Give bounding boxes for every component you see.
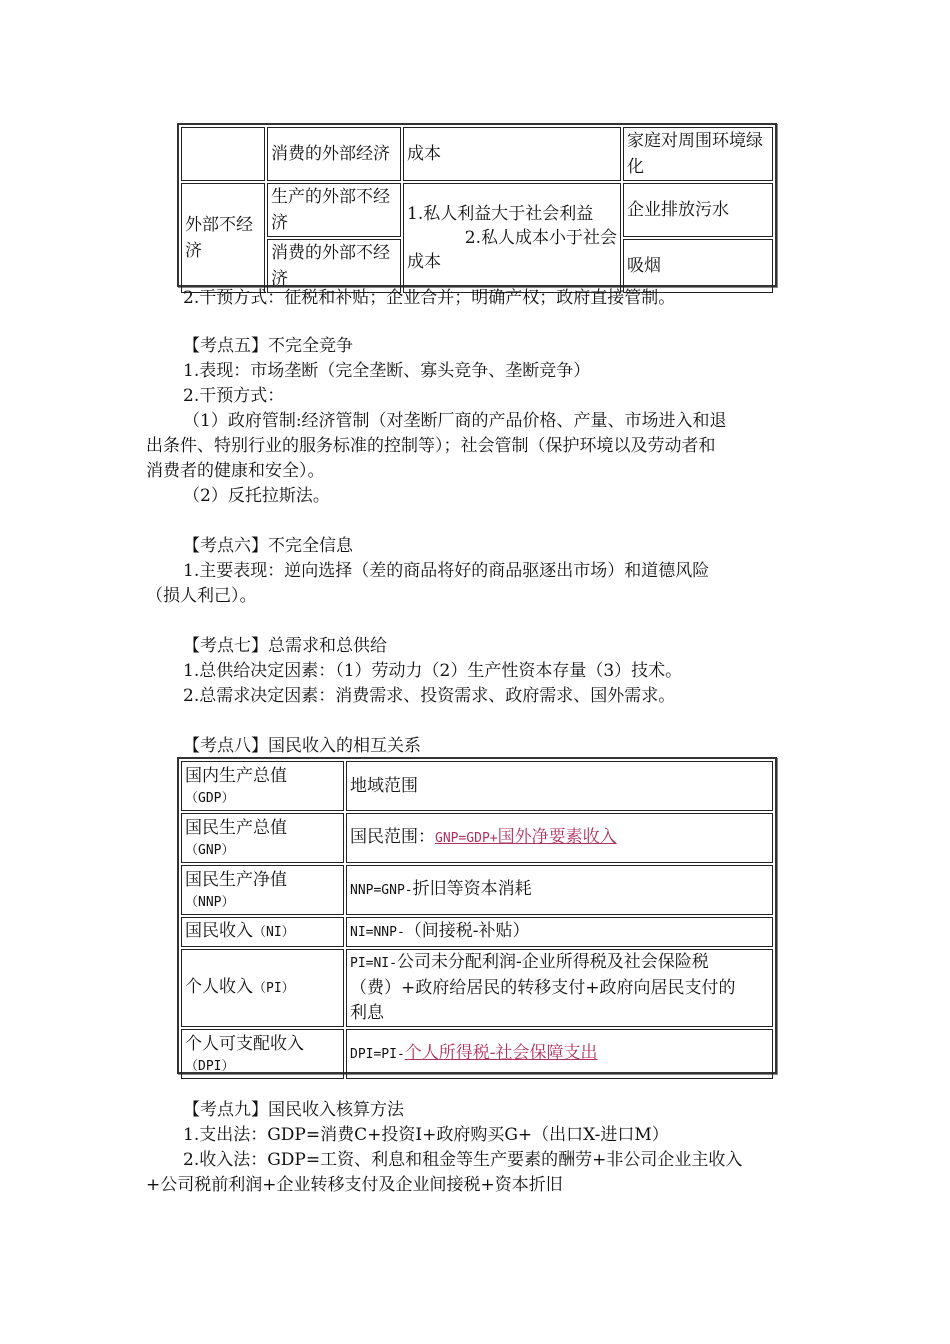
- section5-line6: （2）反托拉斯法。: [183, 486, 330, 506]
- section9-title: 【考点九】国民收入核算方法: [183, 1100, 404, 1120]
- pi-name-cell: [181, 949, 344, 1027]
- section9-line2: 2.收入法：GDP=工资、利息和租金等生产要素的酬劳+非公司企业主收入: [183, 1150, 743, 1170]
- section6-title: 【考点六】不完全信息: [183, 536, 353, 556]
- ni-desc: [346, 917, 773, 947]
- dpi-abbr: （DPI）: [185, 1059, 235, 1074]
- pi-formula-line2: （费）+政府给居民的转移支付+政府向居民支付的: [350, 978, 736, 998]
- dpi-name: 个人可支配收入: [185, 1034, 304, 1054]
- ni-name-cell: [181, 917, 344, 947]
- section5-line5: 消费者的健康和安全）。: [146, 461, 325, 481]
- intervention-methods: 2.干预方式：征税和补贴；企业合并；明确产权；政府直接管制。: [183, 288, 676, 308]
- gdp-name: 国内生产总值: [185, 766, 287, 786]
- pi-formula-line1: 公司未分配利润-企业所得税及社会保险税: [396, 952, 709, 972]
- ni-formula-small: NI=NNP-: [350, 925, 405, 940]
- table1-smoking: 吸烟: [623, 239, 773, 293]
- section5-title: 【考点五】不完全竞争: [183, 336, 353, 356]
- table1-consumption-external-diseconomy: 消费的外部不经济: [267, 239, 401, 293]
- dpi-formula-small: DPI=PI-: [350, 1047, 405, 1062]
- table1-empty-cell: [181, 127, 265, 181]
- section5-line4: 出条件、特别行业的服务标准的控制等）；社会管制（保护环境以及劳动者和: [146, 436, 716, 456]
- nnp-name-cell: [181, 865, 344, 915]
- pi-abbr: （PI）: [253, 981, 295, 996]
- gnp-name-cell: [181, 813, 344, 863]
- table1-condition-2-cont: 成本: [407, 252, 441, 272]
- dpi-formula-link[interactable]: 个人所得税-社会保障支出: [404, 1043, 598, 1063]
- gnp-name: 国民生产总值: [185, 818, 287, 838]
- pi-desc: [346, 949, 773, 1027]
- gnp-desc: [346, 813, 773, 863]
- nnp-formula-text: 折旧等资本消耗: [412, 879, 532, 899]
- table1-condition-2: 2.私人成本小于社会: [464, 228, 617, 248]
- section6-line2: （损人利己）。: [146, 586, 257, 606]
- section9-line1: 1.支出法：GDP=消费C+投资I+政府购买G+（出口X-进口M）: [183, 1125, 669, 1145]
- externality-table: [177, 123, 777, 287]
- section5-line2: 2.干预方式：: [183, 386, 285, 406]
- pi-formula-line3: 利息: [350, 1003, 384, 1023]
- section5-line1: 1.表现：市场垄断（完全垄断、寡头竞争、垄断竞争）: [183, 361, 591, 381]
- dpi-name-cell: [181, 1029, 344, 1079]
- section7-line1: 1.总供给决定因素：（1）劳动力（2）生产性资本存量（3）技术。: [183, 661, 683, 681]
- gnp-desc-prefix: 国民范围：: [350, 827, 435, 847]
- ni-formula-text: （间接税-补贴）: [404, 921, 530, 941]
- section5-line3: （1）政府管制:经济管制（对垄断厂商的产品价格、产量、市场进入和退: [183, 411, 727, 431]
- national-income-table: [177, 757, 777, 1074]
- ni-name: 国民收入: [185, 921, 253, 941]
- nnp-formula-small: NNP=GNP-: [350, 883, 413, 898]
- table1-consumption-external-economy: 消费的外部经济: [267, 127, 401, 181]
- gnp-abbr: （GNP）: [185, 843, 235, 858]
- pi-formula-small: PI=NI-: [350, 956, 397, 971]
- section7-title: 【考点七】总需求和总供给: [183, 636, 387, 656]
- table1-household-greening: 家庭对周围环境绿化: [623, 127, 773, 181]
- nnp-name: 国民生产净值: [185, 870, 287, 890]
- gnp-formula-small[interactable]: GNP=GDP+: [435, 831, 498, 846]
- table1-production-external-diseconomy: 生产的外部不经济: [267, 183, 401, 237]
- gnp-formula-link[interactable]: [435, 827, 617, 847]
- table1-merged-conditions: [403, 183, 621, 293]
- dpi-desc: [346, 1029, 773, 1079]
- nnp-abbr: （NNP）: [185, 895, 235, 910]
- section7-line2: 2.总需求决定因素：消费需求、投资需求、政府需求、国外需求。: [183, 686, 676, 706]
- table1-cost-cell: 成本: [403, 127, 621, 181]
- section9-line3: +公司税前利润+企业转移支付及企业间接税+资本折旧: [146, 1175, 563, 1195]
- table1-external-diseconomy-label: 外部不经济: [181, 183, 265, 293]
- section6-line1: 1.主要表现：逆向选择（差的商品将好的商品驱逐出市场）和道德风险: [183, 561, 710, 581]
- ni-abbr: （NI）: [253, 925, 295, 940]
- gdp-abbr: （GDP）: [185, 791, 235, 806]
- gnp-formula-text[interactable]: 国外净要素收入: [497, 827, 617, 847]
- table1-condition-1: 1.私人利益大于社会利益: [407, 204, 594, 224]
- nnp-desc: [346, 865, 773, 915]
- gdp-desc: 地域范围: [346, 761, 773, 811]
- section8-title: 【考点八】国民收入的相互关系: [183, 736, 421, 756]
- pi-name: 个人收入: [185, 977, 253, 997]
- gdp-name-cell: [181, 761, 344, 811]
- table1-enterprise-pollution: 企业排放污水: [623, 183, 773, 237]
